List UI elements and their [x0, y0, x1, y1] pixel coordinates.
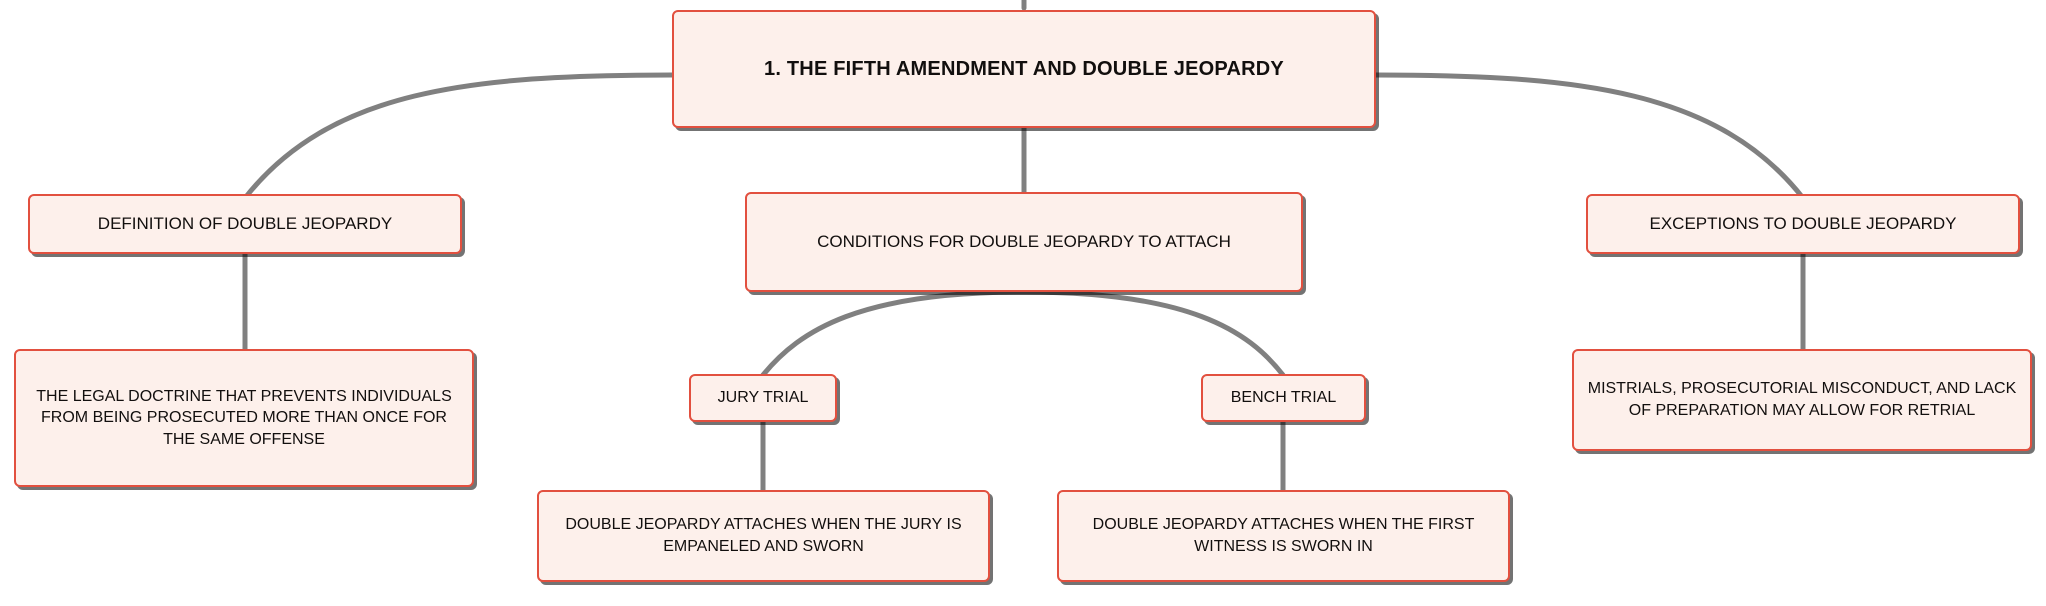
node-bench-trial-label: BENCH TRIAL: [1230, 389, 1337, 407]
node-jury-trial-detail[interactable]: [537, 490, 990, 582]
node-conditions-label: CONDITIONS FOR DOUBLE JEOPARDY TO ATTACH: [817, 231, 1231, 251]
node-root[interactable]: [672, 10, 1376, 128]
node-exceptions-to-double-jeopardy[interactable]: [1586, 194, 2020, 254]
node-jury-trial-label: JURY TRIAL: [717, 389, 809, 407]
node-bench-trial[interactable]: [1201, 374, 1366, 422]
node-definition-of-double-jeopardy[interactable]: [28, 194, 462, 254]
node-definition-label: DEFINITION OF DOUBLE JEOPARDY: [97, 213, 393, 233]
node-conditions-for-double-jeopardy-to-attach[interactable]: [745, 192, 1303, 292]
node-exceptions-label: EXCEPTIONS TO DOUBLE JEOPARDY: [1649, 213, 1957, 233]
node-bench-trial-detail-label: DOUBLE JEOPARDY ATTACHES WHEN THE FIRST WITNESS IS SWORN IN: [1092, 516, 1475, 555]
node-definition-detail-label: THE LEGAL DOCTRINE THAT PREVENTS INDIVIDUALS FROM BEING PROSECUTED MORE THAN ONCE FOR THE SAME OFFENSE: [36, 387, 452, 448]
node-bench-trial-detail[interactable]: [1057, 490, 1510, 582]
node-exceptions-detail[interactable]: [1572, 349, 2032, 451]
node-root-label: 1. THE FIFTH AMENDMENT AND DOUBLE JEOPARDY: [764, 57, 1284, 80]
node-jury-trial[interactable]: [689, 374, 837, 422]
node-definition-detail[interactable]: [14, 349, 474, 487]
node-exceptions-detail-label: MISTRIALS, PROSECUTORIAL MISCONDUCT, AND LACK OF PREPARATION MAY ALLOW FOR RETRIAL: [1587, 380, 2017, 419]
node-jury-trial-detail-label: DOUBLE JEOPARDY ATTACHES WHEN THE JURY IS EMPANELED AND SWORN: [565, 516, 962, 555]
